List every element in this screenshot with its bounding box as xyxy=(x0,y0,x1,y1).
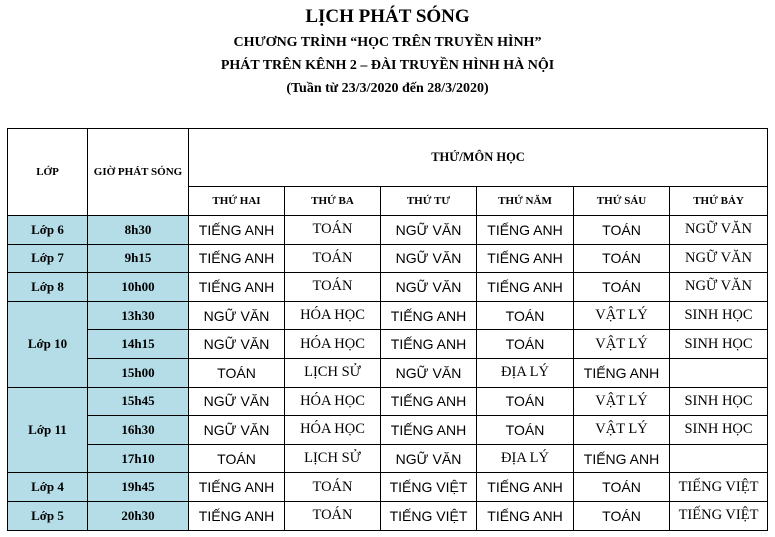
subject-cell: TOÁN xyxy=(189,358,285,387)
airtime-cell: 9h15 xyxy=(88,244,189,273)
day-header: THỨ NĂM xyxy=(477,187,574,216)
subject-cell: TIẾNG ANH xyxy=(477,216,574,245)
subject-cell: TOÁN xyxy=(285,273,381,302)
subject-cell: NGỮ VĂN xyxy=(381,244,477,273)
table-row xyxy=(8,501,768,530)
week-range: (Tuần từ 23/3/2020 đến 28/3/2020) xyxy=(286,81,489,96)
subject-cell: TOÁN xyxy=(574,273,670,302)
table-row xyxy=(8,473,768,502)
subject-cell: SINH HỌC xyxy=(670,330,768,359)
subject-cell: TOÁN xyxy=(574,473,670,502)
subject-cell: NGỮ VĂN xyxy=(670,244,768,273)
day-header: THỨ HAI xyxy=(189,187,285,216)
subject-cell: VẬT LÝ xyxy=(574,387,670,416)
subject-cell: TIẾNG VIỆT xyxy=(670,473,768,502)
subject-cell: TIẾNG ANH xyxy=(381,301,477,330)
airtime-cell: 8h30 xyxy=(88,216,189,245)
grade-cell: Lớp 5 xyxy=(8,501,88,530)
subject-cell: LỊCH SỬ xyxy=(285,358,381,387)
subject-cell: TOÁN xyxy=(477,301,574,330)
subject-cell: NGỮ VĂN xyxy=(381,358,477,387)
subject-cell: TIẾNG VIỆT xyxy=(381,473,477,502)
subject-cell: NGỮ VĂN xyxy=(670,216,768,245)
grade-cell: Lớp 8 xyxy=(8,273,88,302)
subject-cell: NGỮ VĂN xyxy=(670,273,768,302)
subject-cell: TIẾNG ANH xyxy=(189,273,285,302)
table-row xyxy=(8,301,768,330)
schedule-body xyxy=(8,216,768,531)
subject-cell: SINH HỌC xyxy=(670,416,768,445)
subject-cell: TOÁN xyxy=(285,501,381,530)
subject-cell: NGỮ VĂN xyxy=(189,301,285,330)
airtime-cell: 15h00 xyxy=(88,358,189,387)
subject-cell: TOÁN xyxy=(574,216,670,245)
subject-cell: HÓA HỌC xyxy=(285,330,381,359)
subject-cell: TOÁN xyxy=(285,244,381,273)
subject-cell: TIẾNG ANH xyxy=(189,473,285,502)
subject-cell: TOÁN xyxy=(477,416,574,445)
grade-cell: Lớp 11 xyxy=(8,387,88,473)
subject-cell: SINH HỌC xyxy=(670,301,768,330)
program-subtitle: CHƯƠNG TRÌNH “HỌC TRÊN TRUYỀN HÌNH” xyxy=(233,35,542,50)
subject-cell: TIẾNG ANH xyxy=(189,216,285,245)
subject-cell: TIẾNG VIỆT xyxy=(670,501,768,530)
column-header-airtime: GIỜ PHÁT SÓNG xyxy=(88,129,189,216)
subject-cell: TOÁN xyxy=(477,387,574,416)
airtime-cell: 16h30 xyxy=(88,416,189,445)
page-title: LỊCH PHÁT SÓNG xyxy=(305,6,470,27)
subject-cell: TOÁN xyxy=(477,330,574,359)
subject-cell: NGỮ VĂN xyxy=(189,416,285,445)
subject-cell: TIẾNG ANH xyxy=(574,444,670,473)
subject-cell: TIẾNG ANH xyxy=(189,244,285,273)
table-row xyxy=(8,416,768,445)
airtime-cell: 13h30 xyxy=(88,301,189,330)
subject-cell: LỊCH SỬ xyxy=(285,444,381,473)
subject-cell: TIẾNG VIỆT xyxy=(381,501,477,530)
grade-cell: Lớp 10 xyxy=(8,301,88,387)
broadcast-schedule-table xyxy=(7,128,768,531)
subject-cell: TIẾNG ANH xyxy=(477,473,574,502)
subject-cell: VẬT LÝ xyxy=(574,330,670,359)
airtime-cell: 10h00 xyxy=(88,273,189,302)
subject-cell: HÓA HỌC xyxy=(285,301,381,330)
subject-cell: ĐỊA LÝ xyxy=(477,444,574,473)
table-row xyxy=(8,273,768,302)
channel-subtitle: PHÁT TRÊN KÊNH 2 – ĐÀI TRUYỀN HÌNH HÀ NỘI xyxy=(220,58,555,73)
subject-cell: TOÁN xyxy=(285,216,381,245)
day-header: THỨ BẢY xyxy=(670,187,768,216)
subject-cell: SINH HỌC xyxy=(670,387,768,416)
subject-cell xyxy=(670,358,768,387)
subject-cell: TIẾNG ANH xyxy=(381,330,477,359)
subject-cell: TIẾNG ANH xyxy=(477,273,574,302)
subject-cell: TIẾNG ANH xyxy=(477,501,574,530)
column-header-grade: LỚP xyxy=(8,129,88,216)
column-header-day-subject: THỨ/MÔN HỌC xyxy=(189,129,768,187)
subject-cell: TIẾNG ANH xyxy=(381,387,477,416)
subject-cell: NGỮ VĂN xyxy=(381,444,477,473)
subject-cell: TIẾNG ANH xyxy=(574,358,670,387)
subject-cell: TOÁN xyxy=(285,473,381,502)
subject-cell: TIẾNG ANH xyxy=(477,244,574,273)
subject-cell xyxy=(670,444,768,473)
grade-cell: Lớp 4 xyxy=(8,473,88,502)
grade-cell: Lớp 6 xyxy=(8,216,88,245)
subject-cell: NGỮ VĂN xyxy=(381,216,477,245)
grade-cell: Lớp 7 xyxy=(8,244,88,273)
subject-cell: TOÁN xyxy=(574,244,670,273)
subject-cell: HÓA HỌC xyxy=(285,416,381,445)
table-header-row xyxy=(8,129,768,187)
table-row xyxy=(8,358,768,387)
subject-cell: VẬT LÝ xyxy=(574,301,670,330)
day-header: THỨ TƯ xyxy=(381,187,477,216)
subject-cell: TIẾNG ANH xyxy=(381,416,477,445)
subject-cell: HÓA HỌC xyxy=(285,387,381,416)
subject-cell: NGỮ VĂN xyxy=(189,330,285,359)
subject-cell: NGỮ VĂN xyxy=(189,387,285,416)
subject-cell: VẬT LÝ xyxy=(574,416,670,445)
subject-cell: TIẾNG ANH xyxy=(189,501,285,530)
airtime-cell: 19h45 xyxy=(88,473,189,502)
table-row xyxy=(8,244,768,273)
day-header: THỨ SÁU xyxy=(574,187,670,216)
subject-cell: NGỮ VĂN xyxy=(381,273,477,302)
airtime-cell: 20h30 xyxy=(88,501,189,530)
table-row xyxy=(8,216,768,245)
subject-cell: ĐỊA LÝ xyxy=(477,358,574,387)
subject-cell: TOÁN xyxy=(574,501,670,530)
table-row xyxy=(8,444,768,473)
airtime-cell: 17h10 xyxy=(88,444,189,473)
table-row xyxy=(8,387,768,416)
airtime-cell: 15h45 xyxy=(88,387,189,416)
day-header: THỨ BA xyxy=(285,187,381,216)
subject-cell: TOÁN xyxy=(189,444,285,473)
airtime-cell: 14h15 xyxy=(88,330,189,359)
table-row xyxy=(8,330,768,359)
